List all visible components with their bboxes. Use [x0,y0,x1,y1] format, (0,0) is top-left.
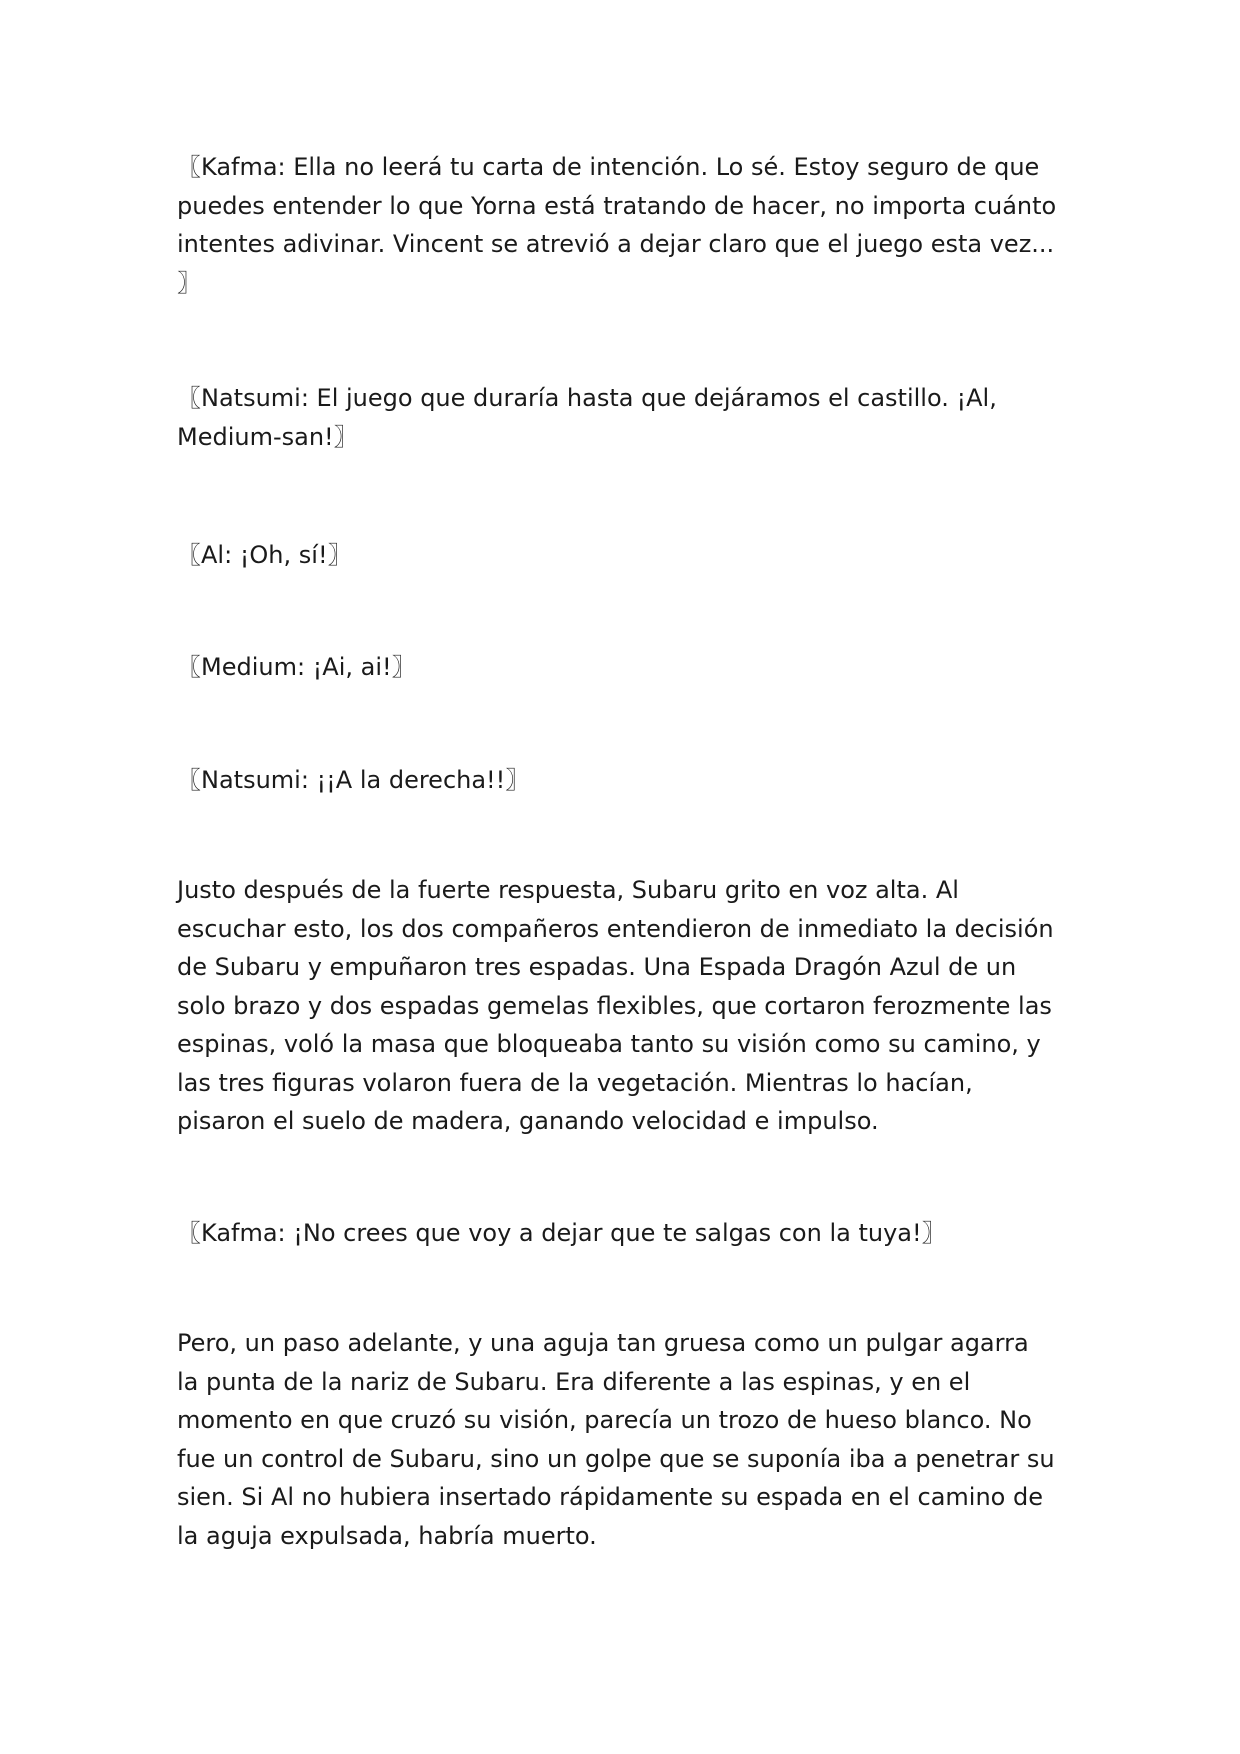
dialogue-kafma-2: 〖Kafma: ¡No crees que voy a dejar que te salgas con la tuya!〗 [177,1219,946,1247]
narration-paragraph-1: Justo después de la fuerte respuesta, Subaru grito en voz alta. Al escuchar esto, los dos compañeros entendieron de inmediato la decisión de Subaru y empuñaron tres espadas. Una Espada Dragón Azul de un solo brazo y dos espadas gemelas flexibles, que cortaron ferozmente las espinas, voló la masa que bloqueaba tanto su visión como su camino, y las tres figuras volaron fuera de la vegetación. Mientras lo hacían, pisaron el suelo de madera, ganando velocidad e impulso. [177,876,1062,1135]
dialogue-kafma-1: 〖Kafma: Ella no leerá tu carta de intención. Lo sé. Estoy seguro de que puedes entender lo que Yorna está tratando de hacer, no importa cuánto intentes adivinar. Vincent se atrevió a dejar claro que el juego esta vez... 〗 [177,153,1057,297]
dialogue-medium: 〖Medium: ¡Ai, ai!〗 [177,653,416,681]
dialogue-al: 〖Al: ¡Oh, sí!〗 [177,541,352,569]
narration-paragraph-2: Pero, un paso adelante, y una aguja tan gruesa como un pulgar agarra la punta de la nariz de Subaru. Era diferente a las espinas, y en el momento en que cruzó su visión, parecía un trozo de hueso blanco. No fue un control de Subaru, sino un golpe que se suponía iba a penetrar su sien. Si Al no hubiera insertado rápidamente su espada en el camino de la aguja expulsada, habría muerto. [177,1329,1063,1550]
dialogue-natsumi-1: 〖Natsumi: El juego que duraría hasta que dejáramos el castillo. ¡Al, Medium-san!〗 [177,384,1005,451]
dialogue-natsumi-2: 〖Natsumi: ¡¡A la derecha!!〗 [177,766,530,794]
